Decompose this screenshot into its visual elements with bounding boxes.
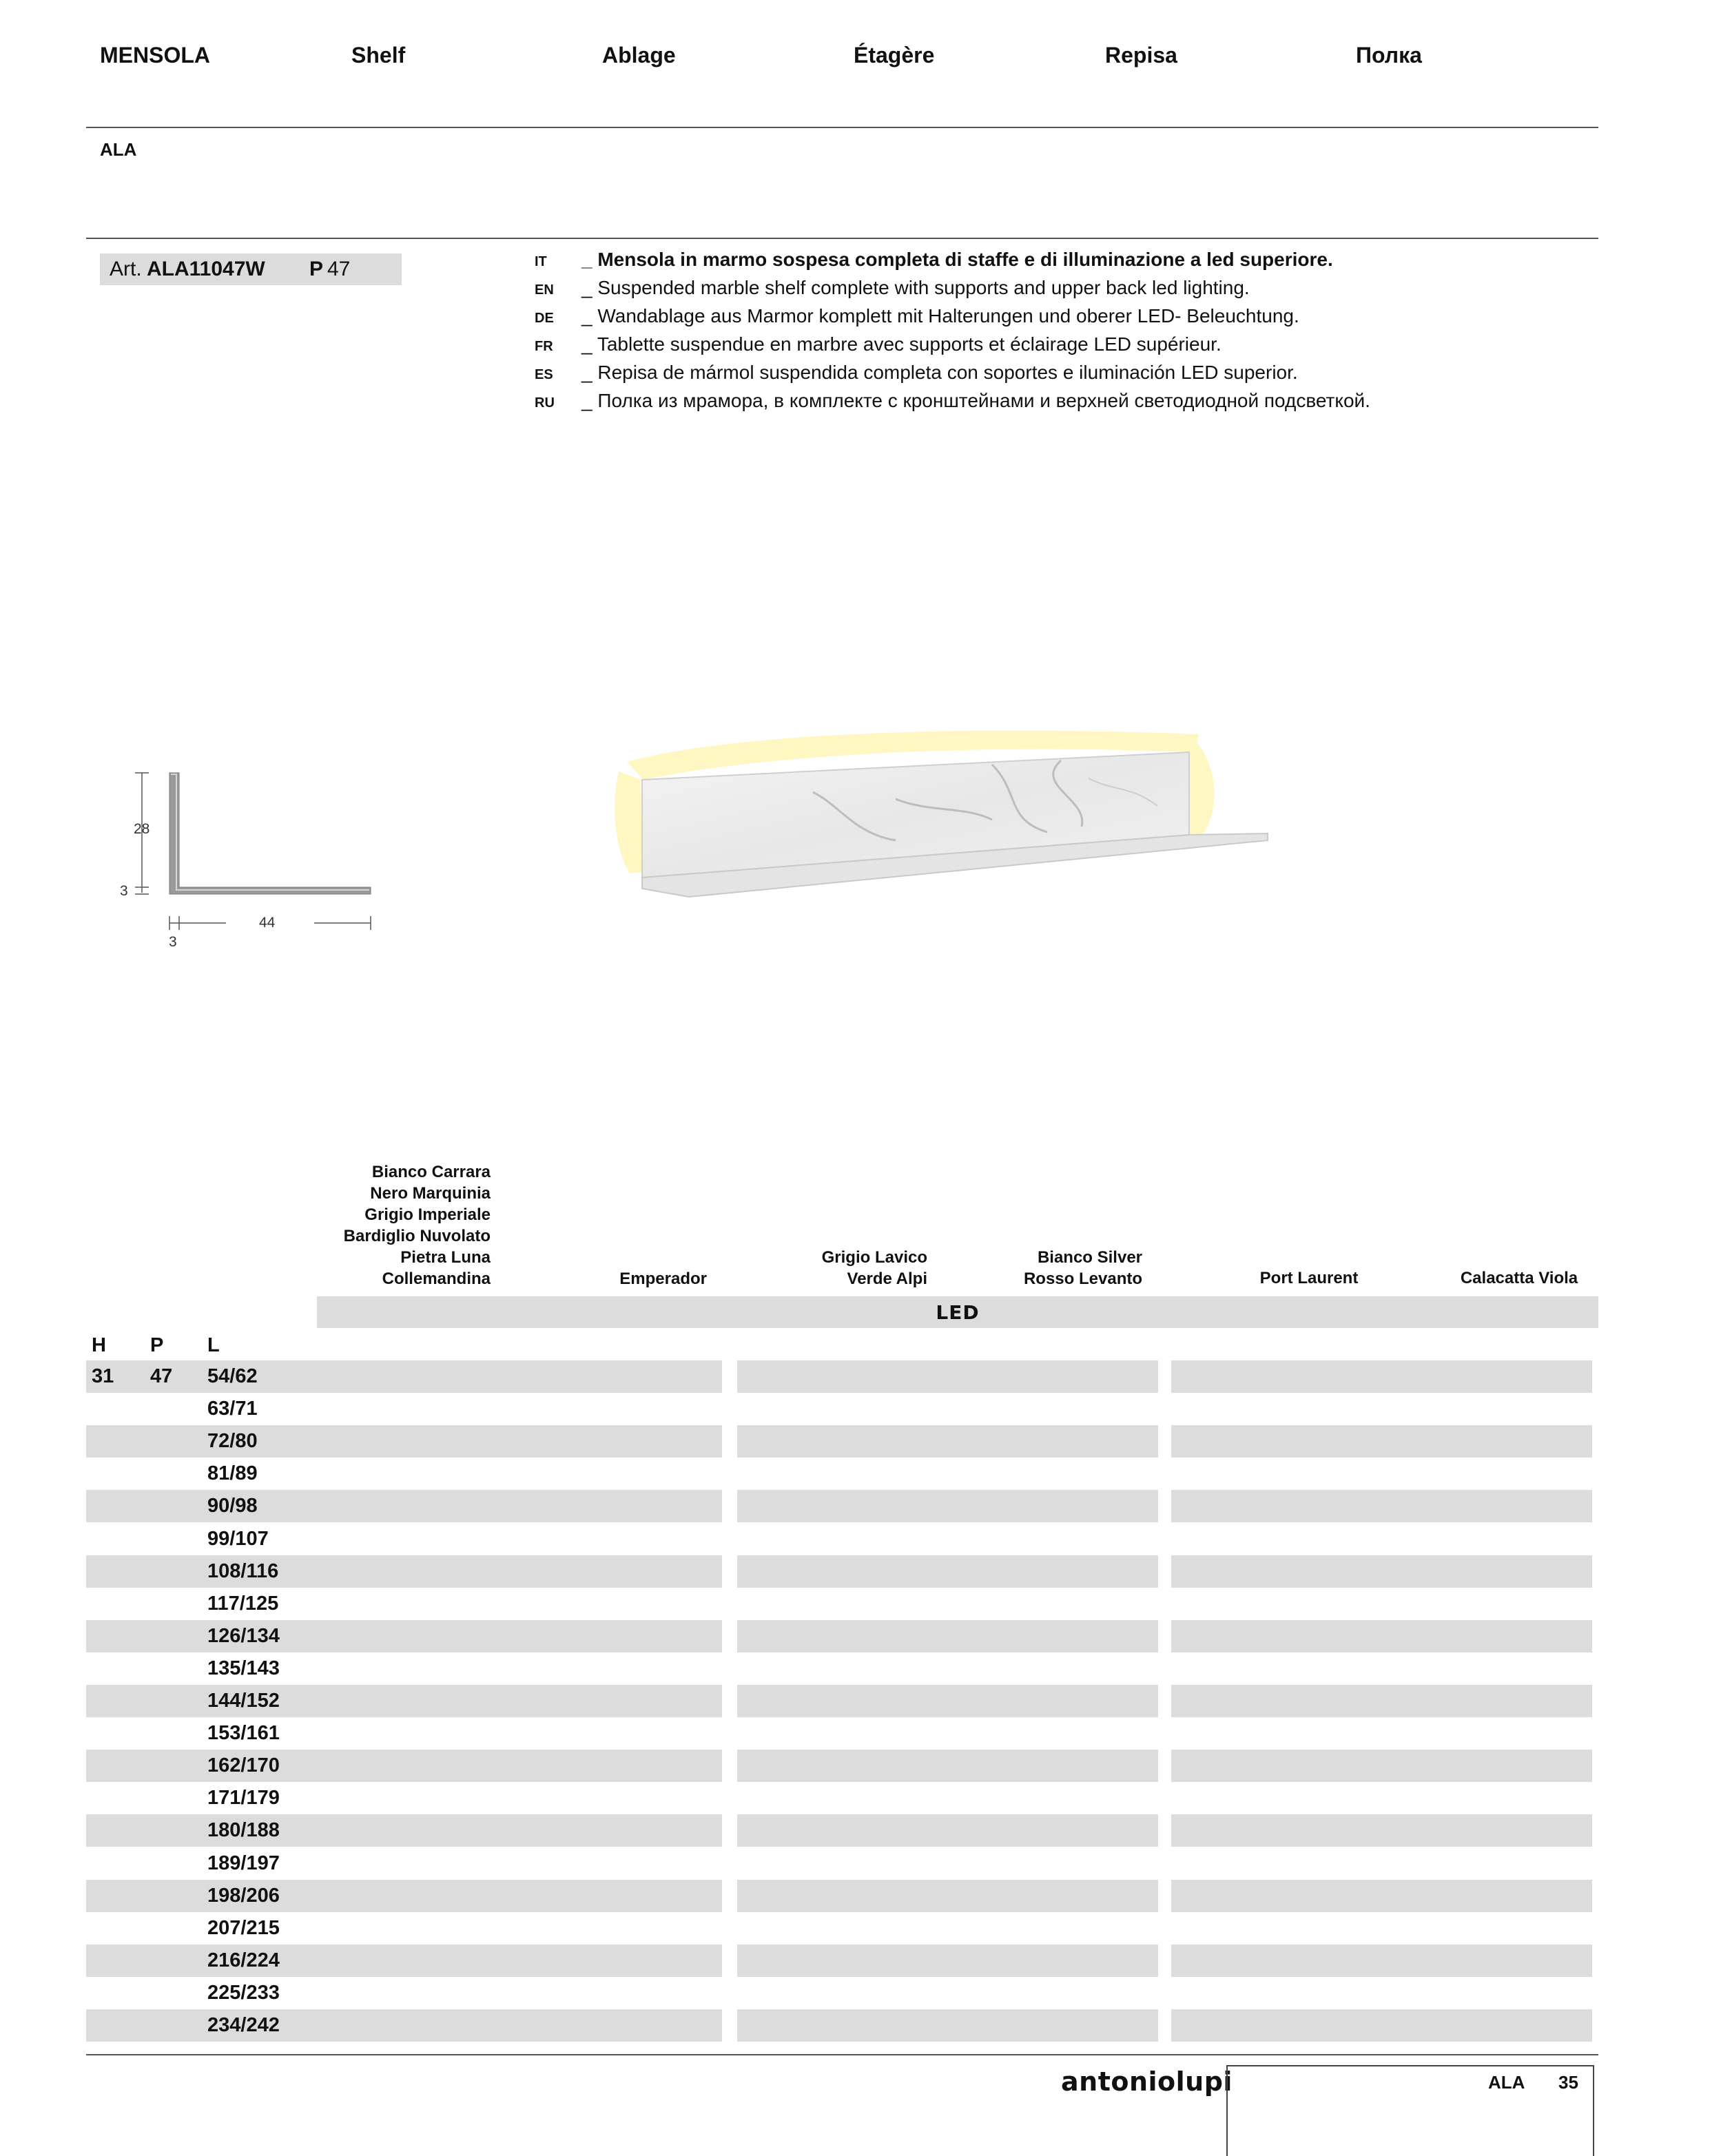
title-es: Repisa [1105, 43, 1177, 68]
cell-l: 72/80 [207, 1430, 258, 1452]
cell-l: 81/89 [207, 1462, 258, 1484]
table-row [0, 1393, 1721, 1425]
row-band [737, 1555, 1158, 1588]
table-row [0, 1717, 1721, 1750]
footer-section: ALA [1488, 2072, 1525, 2093]
collection-label: ALA [100, 139, 137, 160]
title-ru: Полка [1356, 43, 1422, 68]
title-de: Ablage [602, 43, 676, 68]
lang-code: DE [535, 311, 554, 326]
row-band [86, 2009, 722, 2042]
row-band [86, 1945, 722, 1977]
cell-l: 63/71 [207, 1398, 258, 1420]
cell-l: 207/215 [207, 1917, 280, 1939]
article-prefix: Art. [110, 258, 142, 280]
material-name: Rosso Levanto [1023, 1269, 1142, 1288]
row-band [86, 1685, 722, 1717]
cell-l: 234/242 [207, 2014, 280, 2036]
lang-code: ES [535, 367, 553, 382]
led-label: LED [936, 1301, 980, 1324]
row-band [86, 1490, 722, 1522]
material-name: Nero Marquinia [370, 1184, 491, 1203]
product-image [606, 716, 1281, 916]
row-band [1171, 1555, 1592, 1588]
article-p-label: P [309, 258, 324, 280]
row-band [1171, 1814, 1592, 1847]
material-group-4 [1024, 1247, 1142, 1289]
row-band [1171, 1425, 1592, 1458]
dim-height: 28 [134, 821, 150, 837]
table-row [0, 2009, 1721, 2042]
dim-thickness-v: 3 [120, 883, 128, 899]
table-row [0, 1782, 1721, 1814]
row-band [1171, 1945, 1592, 1977]
material-group-2 [619, 1268, 707, 1289]
led-glow-left [615, 771, 642, 873]
description-es [535, 360, 1370, 388]
row-band [86, 1360, 722, 1393]
description-text: _ Repisa de mármol suspendida completa con soportes e iluminación LED superior. [581, 362, 1298, 383]
description-ru [535, 388, 1370, 416]
material-group-6: Calacatta Viola [1460, 1269, 1578, 1287]
table-row [0, 1750, 1721, 1782]
footer-box [1226, 2065, 1594, 2156]
title-en: Shelf [351, 43, 406, 68]
lang-code: IT [535, 254, 547, 269]
material-name: Grigio Lavico [821, 1248, 927, 1267]
row-band [737, 1750, 1158, 1782]
dim-depth: 44 [259, 915, 276, 931]
description-de [535, 303, 1370, 331]
lang-code: RU [535, 395, 555, 411]
cell-l: 198/206 [207, 1885, 280, 1907]
table-row [0, 1620, 1721, 1652]
table-row [0, 1977, 1721, 2009]
table-row [0, 1814, 1721, 1847]
table-row [0, 1880, 1721, 1912]
description-text: _ Wandablage aus Marmor komplett mit Halterungen und oberer LED- Beleuchtung. [581, 305, 1299, 326]
description-text: _ Tablette suspendue en marbre avec supports et éclairage LED supérieur. [581, 333, 1222, 355]
col-header-p: P [150, 1334, 164, 1356]
col-header-l: L [207, 1334, 220, 1356]
material-name: Collemandina [382, 1269, 491, 1288]
article-box [100, 253, 402, 285]
table-row [0, 1912, 1721, 1945]
lang-code: FR [535, 339, 553, 354]
row-band [86, 1750, 722, 1782]
table-row [0, 1490, 1721, 1522]
table-row [0, 1458, 1721, 1490]
material-group-5: Port Laurent [1259, 1269, 1359, 1287]
material-name: Pietra Luna [400, 1248, 491, 1267]
lang-code: EN [535, 282, 554, 298]
row-band [737, 1425, 1158, 1458]
row-band [1171, 1490, 1592, 1522]
row-band [1171, 1685, 1592, 1717]
row-band [1171, 1360, 1592, 1393]
article-p-value: 47 [327, 258, 351, 280]
material-name: Bardiglio Nuvolato [343, 1227, 491, 1245]
material-name: Emperador [619, 1269, 707, 1288]
table-row [0, 1425, 1721, 1458]
table-row [0, 1360, 1721, 1393]
row-band [737, 1880, 1158, 1912]
row-band [737, 1945, 1158, 1977]
row-band [1171, 2009, 1592, 2042]
table-row [0, 1652, 1721, 1685]
cell-p: 47 [150, 1365, 173, 1387]
cell-l: 126/134 [207, 1625, 280, 1647]
row-band [737, 1360, 1158, 1393]
cell-l: 135/143 [207, 1657, 280, 1679]
material-name: Grigio Imperiale [364, 1205, 491, 1224]
section-divider [86, 238, 1598, 239]
table-row [0, 1847, 1721, 1880]
material-group-1 [344, 1161, 491, 1289]
description-text: _ Suspended marble shelf complete with supports and upper back led lighting. [581, 277, 1250, 298]
cell-l: 153/161 [207, 1722, 280, 1744]
row-band [1171, 1750, 1592, 1782]
description-fr [535, 331, 1370, 360]
profile-shape [169, 773, 371, 894]
title-it: MENSOLA [100, 43, 210, 68]
description-text: _ Mensola in marmo sospesa completa di staffe e di illuminazione a led superiore. [581, 249, 1333, 270]
cell-l: 90/98 [207, 1495, 258, 1517]
row-band [737, 1490, 1158, 1522]
description-en [535, 275, 1370, 303]
table-row [0, 1945, 1721, 1977]
table-row [0, 1588, 1721, 1620]
led-bar [317, 1296, 1598, 1328]
dim-thickness-h: 3 [169, 934, 177, 950]
table-row [0, 1555, 1721, 1588]
row-band [737, 2009, 1158, 2042]
page-number: 35 [1558, 2072, 1578, 2093]
article-code: ALA11047W [147, 258, 265, 280]
cell-l: 162/170 [207, 1754, 280, 1776]
row-band [737, 1814, 1158, 1847]
cell-l: 144/152 [207, 1690, 280, 1712]
led-glow-right [1189, 737, 1215, 838]
row-band [737, 1620, 1158, 1652]
row-band [86, 1620, 722, 1652]
description-text: _ Полка из мрамора, в комплекте с кронштейнами и верхней светодиодной подсветкой. [581, 390, 1370, 411]
table-row [0, 1685, 1721, 1717]
cell-l: 180/188 [207, 1819, 280, 1841]
cell-l: 99/107 [207, 1528, 269, 1550]
cell-l: 189/197 [207, 1852, 280, 1874]
material-name: Verde Alpi [847, 1269, 927, 1288]
description-it [535, 247, 1370, 275]
profile-drawing [110, 765, 386, 957]
cell-l: 117/125 [207, 1593, 279, 1615]
material-group-3 [822, 1247, 927, 1289]
material-name: Bianco Silver [1037, 1248, 1142, 1267]
cell-l: 225/233 [207, 1982, 280, 2004]
cell-l: 54/62 [207, 1365, 258, 1387]
cell-l: 171/179 [207, 1787, 280, 1809]
material-name: Bianco Carrara [371, 1163, 491, 1181]
col-header-h: H [92, 1334, 106, 1356]
description-block [535, 247, 1370, 416]
row-band [86, 1814, 722, 1847]
row-band [1171, 1880, 1592, 1912]
table-row [0, 1523, 1721, 1555]
row-band [86, 1880, 722, 1912]
row-band [86, 1555, 722, 1588]
row-band [737, 1685, 1158, 1717]
cell-h: 31 [92, 1365, 114, 1387]
cell-l: 108/116 [207, 1560, 279, 1582]
row-band [1171, 1620, 1592, 1652]
brand-logo: antoniolupi [1061, 2066, 1233, 2097]
cell-l: 216/224 [207, 1949, 280, 1971]
footer-divider [86, 2054, 1598, 2055]
title-fr: Étagère [854, 43, 935, 68]
row-band [86, 1425, 722, 1458]
header-divider [86, 127, 1598, 128]
